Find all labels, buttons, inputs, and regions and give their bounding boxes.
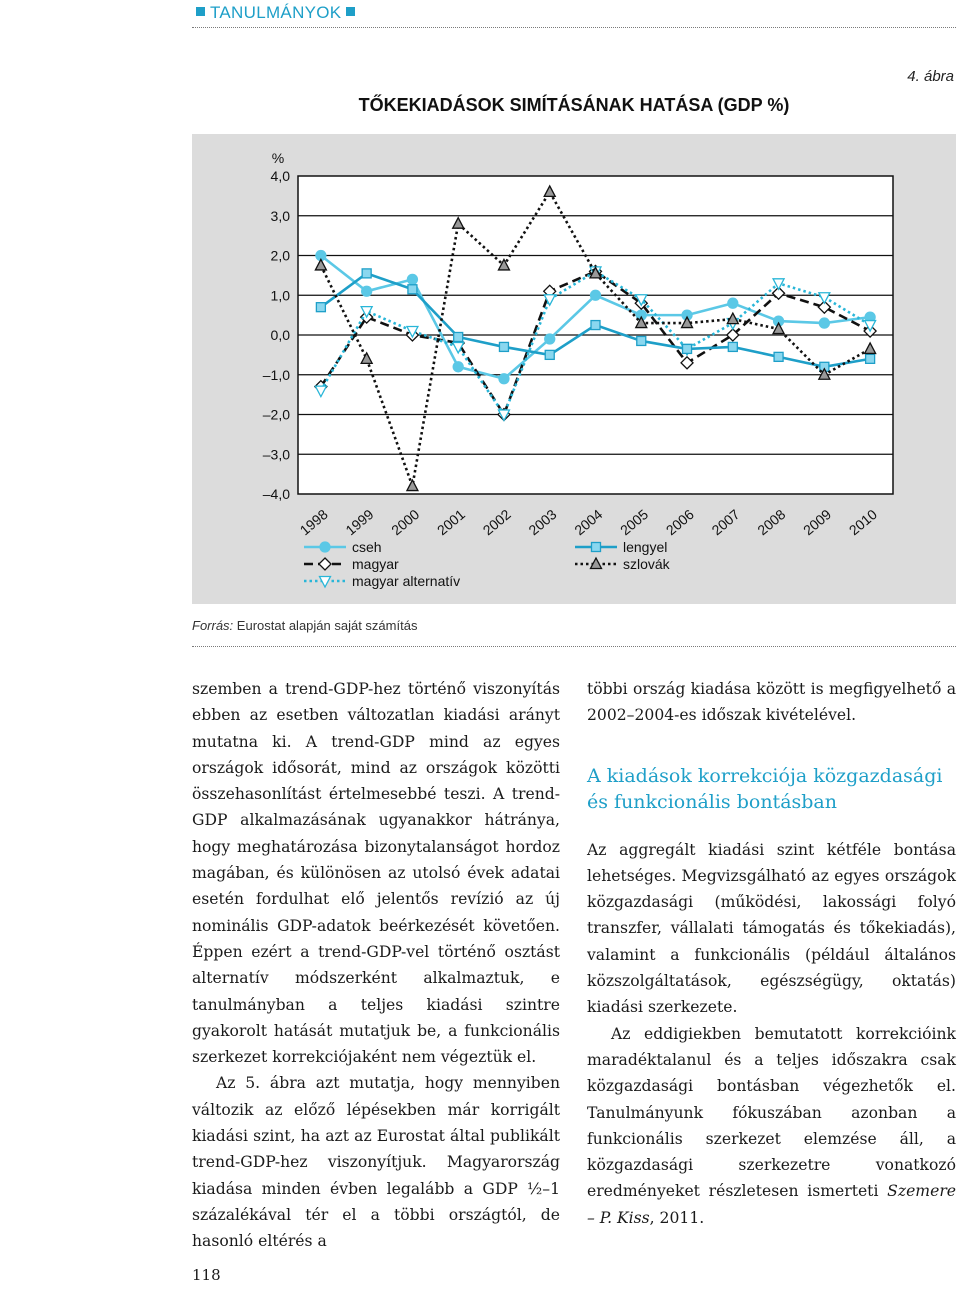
y-axis-label: % [271, 150, 285, 166]
data-point-lengyel [499, 342, 508, 351]
data-point-cseh [453, 362, 463, 372]
legend-label-magyar: magyar [352, 556, 399, 572]
source-label: Forrás: [192, 618, 234, 633]
x-tick-label: 2009 [800, 506, 835, 539]
line-chart [192, 134, 956, 604]
left-column [192, 676, 560, 1255]
page-number: 118 [192, 1266, 221, 1284]
x-tick-label: 2007 [708, 506, 743, 539]
figure-rule [192, 646, 956, 647]
data-point-lengyel [454, 332, 463, 341]
data-point-lengyel [316, 303, 325, 312]
right-column [587, 676, 956, 1231]
x-tick-label: 2006 [662, 506, 697, 539]
data-point-cseh [499, 374, 509, 384]
legend-marker-cseh [320, 542, 330, 552]
citation: Szemere – P. Kiss [587, 1182, 956, 1227]
x-tick-label: 2008 [754, 506, 789, 539]
figure-title: TŐKEKIADÁSOK SIMÍTÁSÁNAK HATÁSA (GDP %) [358, 95, 790, 115]
data-point-lengyel [637, 336, 646, 345]
paragraph: többi ország kiadása között is megfigyelhető a 2002–2004-es időszak kivételével. [587, 680, 956, 725]
section-header [191, 3, 360, 23]
citation-year: , 2011. [649, 1208, 705, 1227]
figure-source [192, 618, 417, 633]
data-point-cseh [591, 290, 601, 300]
source-text: Eurostat alapján saját számítás [236, 618, 418, 633]
y-tick-label: 2,0 [270, 247, 290, 264]
legend-label-szlovák: szlovák [623, 556, 670, 572]
square-bullet-icon [196, 7, 205, 16]
data-point-lengyel [683, 344, 692, 353]
y-tick-label: 0,0 [270, 327, 290, 343]
paragraph-text: Az eddigiekben bemutatott korrekcióink maradéktalanul és a teljes időszakra csak közgazdasági bontásban végezhetők el. Tanulmányunk fókuszában azonban a funkcionális szerkezet elemzése áll, a közgazdasági szerkezetre vonatkozó eredményeket részletesen ismerteti [587, 1024, 956, 1201]
y-tick-label: –2,0 [262, 406, 290, 423]
data-point-lengyel [591, 321, 600, 330]
y-tick-label: 3,0 [270, 207, 290, 224]
x-tick-label: 2004 [571, 506, 606, 539]
x-tick-label: 2002 [479, 506, 514, 539]
section-title: TANULMÁNYOK [210, 3, 342, 22]
data-point-cseh [407, 274, 417, 284]
legend-label-cseh: cseh [352, 539, 382, 555]
square-bullet-icon [346, 7, 355, 16]
x-tick-label: 1998 [296, 506, 331, 539]
paragraph: Az 5. ábra azt mutatja, hogy mennyiben változik az előző lépésekben már korrigált kiadási szint, ha azt az Eurostat által publikált trend-GDP-hez viszonyítjuk. Magyarország kiadása minden évben legalább a GDP ½–1 százalékával tér el a többi országtól, de hasonló eltérés a [192, 1074, 560, 1251]
chart-panel [192, 134, 956, 604]
data-point-cseh [819, 318, 829, 328]
data-point-cseh [728, 298, 738, 308]
data-point-lengyel [362, 269, 371, 278]
legend-marker-lengyel [592, 543, 601, 552]
paragraph: Az aggregált kiadási szint kétféle bontása lehetséges. Megvizsgálható az egyes országok közgazdasági (működési, lakossági folyó transzfer, vállalati támogatás és tőkekiadás), valamint a funkcionális (például általános közszolgáltatások, egészségügy, oktatás) kiadási szerkezete. [587, 840, 956, 1017]
data-point-cseh [545, 334, 555, 344]
x-tick-label: 2001 [433, 506, 469, 539]
x-tick-label: 2010 [845, 506, 880, 539]
y-tick-label: –4,0 [262, 486, 290, 502]
y-tick-label: 4,0 [270, 168, 290, 184]
data-point-lengyel [728, 342, 737, 351]
y-tick-label: 1,0 [270, 287, 290, 304]
x-tick-label: 2005 [616, 506, 652, 539]
x-tick-label: 2003 [525, 506, 560, 539]
y-tick-label: –1,0 [262, 366, 290, 383]
legend-label-lengyel: lengyel [623, 539, 668, 555]
data-point-lengyel [866, 354, 875, 363]
legend-label-magyar-alternatív: magyar alternatív [352, 573, 461, 589]
figure-label: 4. ábra [907, 68, 954, 85]
x-tick-label: 2000 [388, 506, 423, 539]
paragraph: szemben a trend-GDP-hez történő viszonyítás ebben az esetben változatlan kiadási arányt mutatna ki. A trend-GDP mind az egyes országok idősorát, mind az országok közötti összehasonlítást értelmesebbé teszi. A trend-GDP alkalmazásának ugyanakkor hátránya, hogy meghatározása bizonytalanságot hordoz magában, és különösen az utolsó évek adatai esetén fordulhat elő jelentős revízió az új nominális GDP-adatok beérkezését követően. Éppen ezért a trend-GDP-vel történő osztást alternatív módszerként alkalmaztuk, e tanulmányban a teljes kiadási szintre gyakorolt hatását mutatjuk be, a funkcionális szerkezet korrekciójaként nem végeztük el. [192, 680, 560, 1067]
x-tick-label: 1999 [342, 506, 377, 539]
section-subheading: A kiadások korrekciója közgazdasági és funkcionális bontásban [587, 764, 943, 813]
data-point-cseh [362, 286, 372, 296]
data-point-lengyel [545, 350, 554, 359]
header-rule [192, 27, 956, 28]
paragraph [587, 1021, 956, 1231]
legend-marker-magyar [319, 558, 331, 570]
data-point-lengyel [774, 352, 783, 361]
data-point-lengyel [408, 285, 417, 294]
y-tick-label: –3,0 [262, 446, 290, 463]
